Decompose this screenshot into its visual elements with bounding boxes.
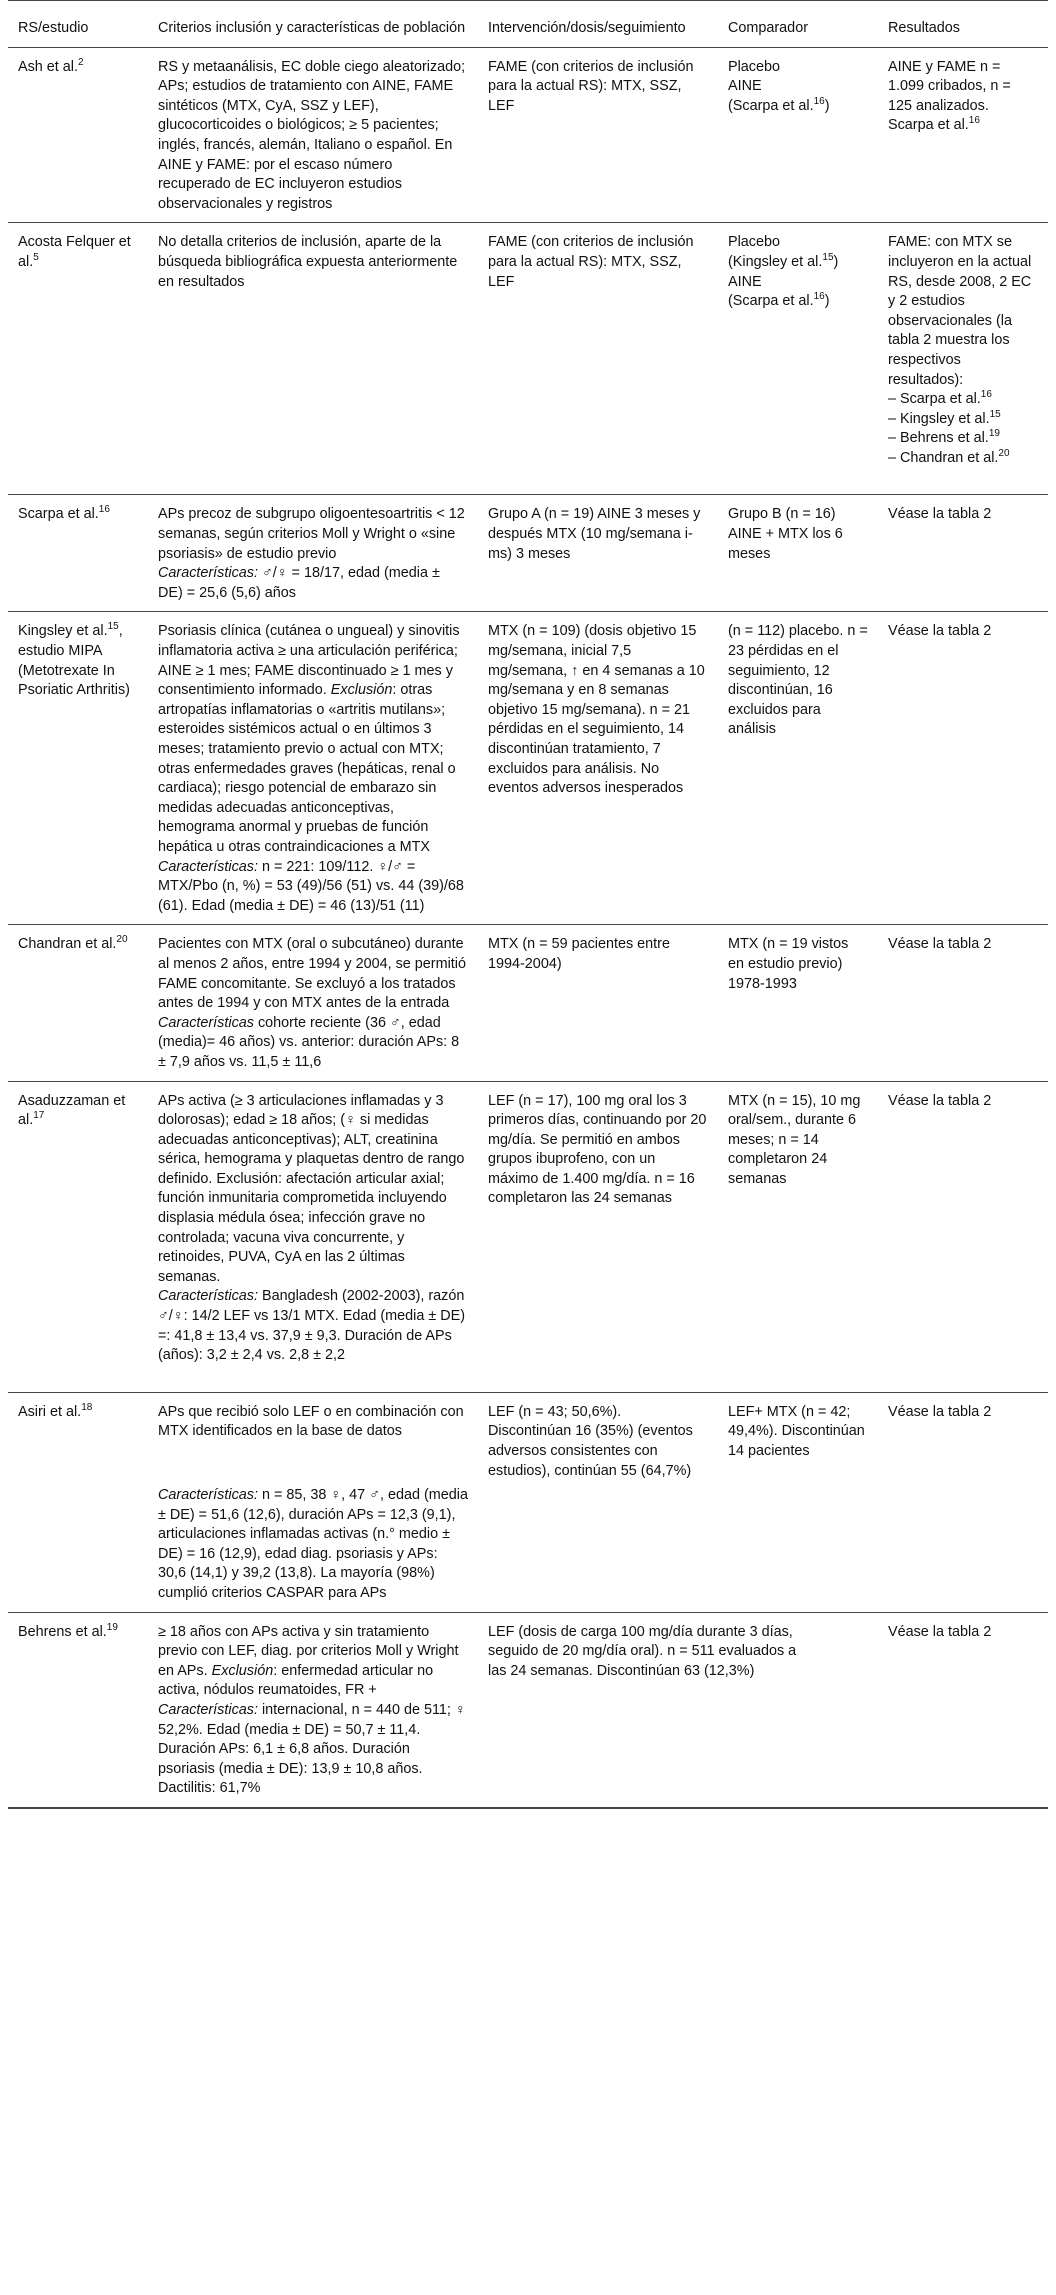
cell-intervention: FAME (con criterios de inclusión para la actual RS): MTX, SSZ, LEF xyxy=(488,234,694,290)
cell-intervention: Grupo A (n = 19) AINE 3 meses y después MTX (10 mg/semana i-ms) 3 meses xyxy=(488,506,701,562)
cell-criteria: ≥ 18 años con APs activa y sin tratamiento previo con LEF, diag. por criterios Moll y Wright en APs. Exclusión: enfermedad articular no activa, nódulos reumatoides, FR + Características: internacional, n = 440 de 511; ♀ 52,2%. Edad (media ± DE) = 50,7 ± 11,4. Duración APs: 6,1 ± 6,8 años. Duración psoriasis (media ± DE): 13,9 ± 10,8 años. Dactilitis: 61,7% xyxy=(158,1623,466,1797)
cell-intervention: MTX (n = 59 pacientes entre 1994-2004) xyxy=(488,936,670,972)
cell-results: Véase la tabla 2 xyxy=(888,506,992,523)
cell-criteria: RS y metaanálisis, EC doble ciego aleatorizado; APs; estudios de tratamiento con AINE, FAME sintéticos (MTX, CyA, SSZ y LEF), glucocorticoides o biológicos; ≥ 5 pacientes; inglés, francés, alemán, Italiano o español. En AINE y FAME: por el escaso número recuperado de EC incluyeron estudios observacionales y registros xyxy=(158,58,466,212)
cell-intervention: LEF (n = 43; 50,6%). Discontinúan 16 (35%) (eventos adversos consistentes con estudios), continúan 55 (64,7%) xyxy=(488,1403,693,1479)
cell-criteria: No detalla criterios de inclusión, aparte de la búsqueda bibliográfica expuesta anteriormente en resultados xyxy=(158,234,458,290)
evidence-table xyxy=(8,0,1048,1809)
cell-intervention: MTX (n = 109) (dosis objetivo 15 mg/semana, inicial 7,5 mg/semana, ↑ en 4 semanas a 10 mg/semana y en 8 semanas objetivo 15 mg/semana). n = 21 pérdidas en el seguimiento, 14 discontinúan tratamiento, 7 excluidos para análisis. No eventos adversos inesperados xyxy=(488,623,705,797)
cell-results: Véase la tabla 2 xyxy=(888,623,992,640)
table-row xyxy=(8,925,1048,1081)
cell-study: Ash et al.$^2$ xyxy=(18,56,84,75)
cell-study: Behrens et al.$^{19}$ xyxy=(18,1621,118,1640)
cell-study: Asaduzzaman et al.$^{17}$ xyxy=(18,1092,126,1129)
header-criteria: Criterios inclusión y características de población xyxy=(158,20,466,36)
table-row xyxy=(8,612,1048,925)
cell-comparator: Placebo AINE (Scarpa et al.$^{16}$) xyxy=(728,58,830,114)
cell-comparator: LEF+ MTX (n = 42; 49,4%). Discontinúan 14 pacientes xyxy=(728,1403,865,1459)
cell-results: Véase la tabla 2 xyxy=(888,1092,992,1109)
cell-results: AINE y FAME n = 1.099 cribados, n = 125 analizados. Scarpa et al.$^{16}$ xyxy=(888,58,1011,134)
cell-intervention: FAME (con criterios de inclusión para la actual RS): MTX, SSZ, LEF xyxy=(488,58,694,114)
table-row xyxy=(8,47,1048,223)
table-row xyxy=(8,223,1048,495)
header-row xyxy=(8,1,1048,48)
cell-study: Kingsley et al.$^{15}$, estudio MIPA (Metotrexate In Psoriatic Arthritis) xyxy=(18,621,130,699)
cell-intervention: LEF (dosis de carga 100 mg/día durante 3 días, seguido de 20 mg/día oral). n = 511 evaluados a las 24 semanas. Discontinúan 63 (12,3%) xyxy=(488,1623,797,1679)
table-row xyxy=(8,495,1048,612)
cell-criteria: APs que recibió solo LEF o en combinación con MTX identificados en la base de datos Características: n = 85, 38 ♀, 47 ♂, edad (media ± DE) = 51,6 (12,6), duración APs = 12,3 (9,1), articulaciones inflamadas activas (n.° medio ± DE) = 16 (12,9), edad diag. psoriasis y APs: 30,6 (14,1) y 39,2 (13,8). La mayoría (98%) cumplió criterios CASPAR para APs xyxy=(158,1403,468,1601)
cell-results: Véase la tabla 2 xyxy=(888,936,992,953)
list-item: – Kingsley et al.$^{15}$ xyxy=(888,408,1001,427)
header-results: Resultados xyxy=(888,20,960,36)
cell-criteria: APs precoz de subgrupo oligoentesoartritis < 12 semanas, según criterios Moll y Wright o «sine psoriasis» de estudio previo Características: ♂/♀ = 18/17, edad (media ± DE) = 25,6 (5,6) años xyxy=(158,506,465,601)
list-item: – Chandran et al.$^{20}$ xyxy=(888,448,1010,466)
cell-results: Véase la tabla 2 xyxy=(888,1403,992,1420)
table-row xyxy=(8,1392,1048,1612)
cell-comparator: Placebo (Kingsley et al.$^{15}$) AINE (Scarpa et al.$^{16}$) xyxy=(728,234,839,310)
evidence-table-wrapper xyxy=(8,0,1048,1809)
cell-intervention: LEF (n = 17), 100 mg oral los 3 primeros días, continuando por 20 mg/día. Se permitió en ambos grupos ibuprofeno, con un máximo de 1.400 mg/día. n = 16 completaron las 24 semanas xyxy=(488,1092,707,1207)
list-item: – Scarpa et al.$^{16}$ xyxy=(888,389,992,408)
cell-comparator: MTX (n = 15), 10 mg oral/sem., durante 6 meses; n = 14 completaron 24 semanas xyxy=(728,1092,861,1187)
list-item: – Behrens et al.$^{19}$ xyxy=(888,428,1000,447)
cell-criteria: Pacientes con MTX (oral o subcutáneo) durante al menos 2 años, entre 1994 y 2004, se permitió FAME concomitante. Se excluyó a los tratados antes de 1994 y con MTX antes de la entrada Características cohorte reciente (36 ♂, edad (media)= 46 años) vs. anterior: duración APs: 8 ± 7,9 años vs. 11,5 ± 11,6 xyxy=(158,936,466,1070)
cell-results: Véase la tabla 2 xyxy=(888,1623,992,1640)
cell-study: Asiri et al.$^{18}$ xyxy=(18,1402,93,1420)
cell-criteria: APs activa (≥ 3 articulaciones inflamadas y 3 dolorosas); edad ≥ 18 años; (♀ si medidas adecuadas anticonceptivas); ALT, creatinina sérica, hemograma y plaquetas dentro de rango definido. Exclusión: afectación articular axial; función inmunitaria comprometida incluyendo displasia médula ósea; infección grave no controlada; vacuna viva concurrente, y retinoides, PUVA, CyA en las 2 últimas semanas. Características: Bangladesh (2002-2003), razón ♂/♀: 14/2 LEF vs 13/1 MTX. Edad (media ± DE) =: 41,8 ± 13,4 vs. 37,9 ± 9,3. Duración de APs (años): 3,2 ± 2,4 vs. 2,8 ± 2,2 xyxy=(158,1092,466,1364)
cell-comparator: Grupo B (n = 16) AINE + MTX los 6 meses xyxy=(728,506,843,562)
cell-study: Scarpa et al.$^{16}$ xyxy=(18,504,110,523)
header-study: RS/estudio xyxy=(18,20,89,36)
cell-results: FAME: con MTX se incluyeron en la actual RS, desde 2008, 2 EC y 2 estudios observacionales (la tabla 2 muestra los respectivos resultados): – Scarpa et al.$^{16}$ – Kingsley et al.$^{15}$ – Behrens et al.$^{19}$ – Chandran et al.$^{20}$ xyxy=(878,223,1048,495)
cell-study: Acosta Felquer et al.$^5$ xyxy=(18,234,131,270)
cell-criteria: Psoriasis clínica (cutánea o ungueal) y sinovitis inflamatoria activa ≥ una articulación periférica; AINE ≥ 1 mes; FAME discontinuado ≥ 1 mes y consentimiento informado. Exclusión: otras artropatías inflamatorias o «artritis mutilans»; esteroides sistémicos actual o en últimos 3 meses; tratamiento previo o actual con MTX; otras enfermedades graves (hepáticas, renal o cardiaca); riesgo potencial de embarazo sin medidas adecuadas anticonceptivas, hemograma anormal y pruebas de función hepática u otras contraindicaciones a MTX Características: n = 221: 109/112. ♀/♂ = MTX/Pbo (n, %) = 53 (49)/56 (51) vs. 44 (39)/68 (61). Edad (media ± DE) = 46 (13)/51 (11) xyxy=(158,623,464,914)
cell-comparator: MTX (n = 19 vistos en estudio previo) 1978-1993 xyxy=(728,936,849,992)
header-intervention: Intervención/dosis/seguimiento xyxy=(488,20,686,36)
cell-comparator: (n = 112) placebo. n = 23 pérdidas en el seguimiento, 12 discontinúan, 16 excluidos para análisis xyxy=(728,623,868,738)
table-row xyxy=(8,1081,1048,1392)
cell-study: Chandran et al.$^{20}$ xyxy=(18,934,128,953)
table-row xyxy=(8,1612,1048,1808)
header-comparator: Comparador xyxy=(728,20,808,36)
